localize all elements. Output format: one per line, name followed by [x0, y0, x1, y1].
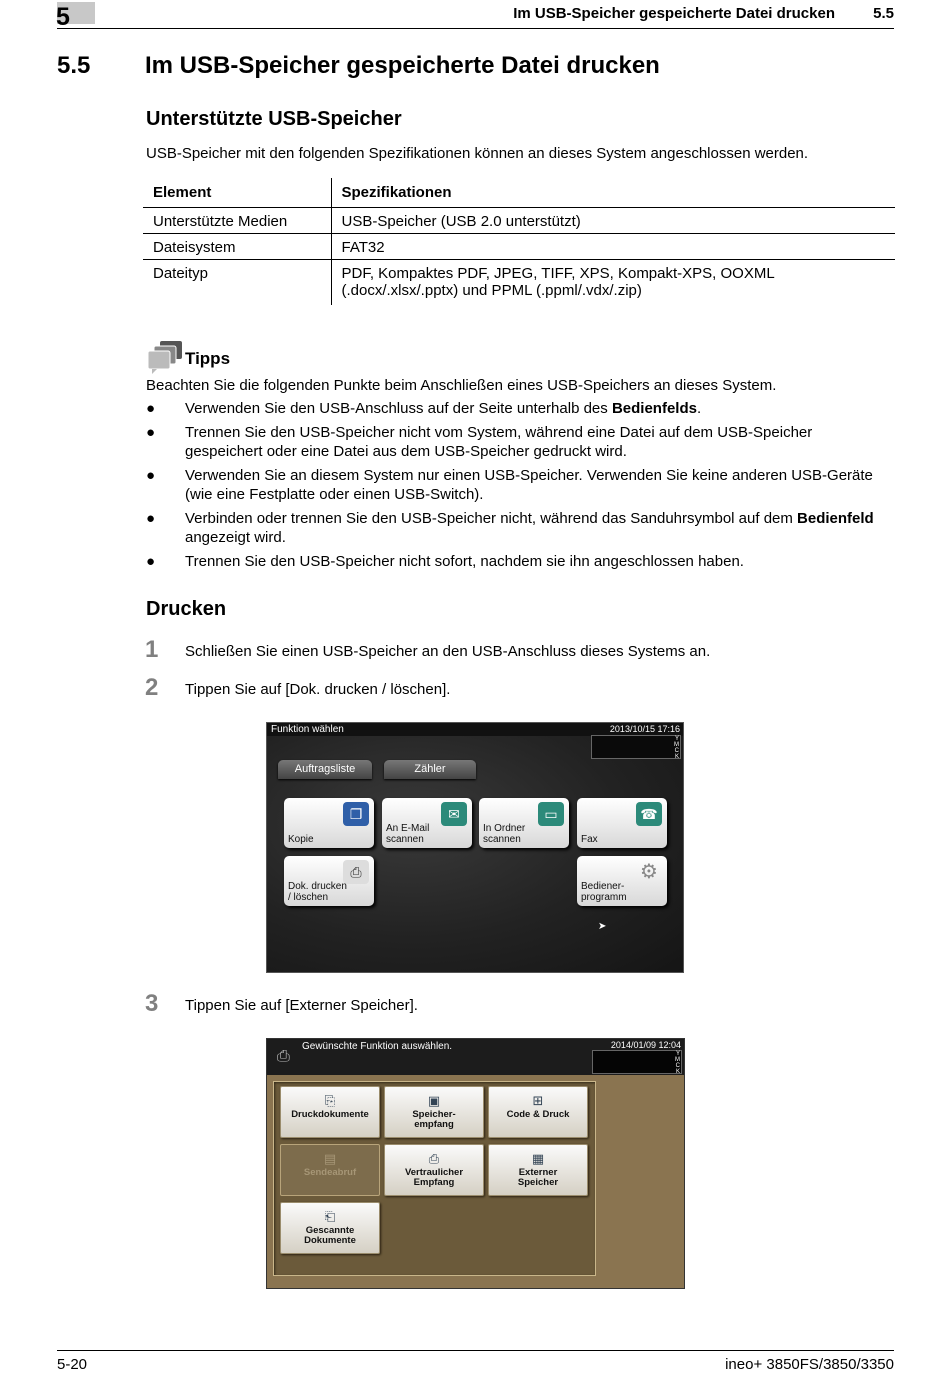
- tile-fax[interactable]: [577, 798, 667, 848]
- gescannte-dokumente-button[interactable]: [280, 1202, 380, 1254]
- table-cell: Unterstützte Medien: [143, 208, 331, 234]
- bullet-dot: ●: [146, 424, 156, 441]
- table-cell: [331, 260, 895, 306]
- button-label: Externer: [518, 1167, 558, 1178]
- bullet-text: Trennen Sie den USB-Speicher nicht sofort, nachdem sie ihn angeschlossen haben.: [185, 553, 744, 570]
- vertraulicher-empfang-button[interactable]: [384, 1144, 484, 1196]
- copy-icon: ❐: [343, 802, 369, 826]
- chapter-number: 5: [56, 3, 70, 31]
- print-heading: Drucken: [146, 598, 227, 620]
- screen-title: Gewünschte Funktion auswählen.: [302, 1041, 453, 1052]
- toner-c: C: [675, 1063, 680, 1069]
- step-text: Tippen Sie auf [Externer Speicher].: [185, 997, 418, 1014]
- screen-datetime: 2013/10/15 17:16: [609, 724, 680, 734]
- tile-label: An E-Mail scannen: [386, 823, 430, 845]
- bullet-text: Verbinden oder trennen Sie den USB-Speicher nicht, während das Sanduhrsymbol auf dem: [185, 510, 798, 527]
- button-label: Dokumente: [304, 1235, 356, 1246]
- header-rule: [57, 28, 894, 29]
- tile-email[interactable]: [382, 798, 472, 848]
- table-header-spec: Spezifikationen: [331, 178, 895, 208]
- speicherempfang-button[interactable]: [384, 1086, 484, 1138]
- printer-icon: ⎙: [343, 860, 369, 884]
- toner-k: K: [674, 754, 679, 760]
- screen-title: Funktion wählen: [271, 724, 344, 735]
- sendeabruf-button[interactable]: [280, 1144, 380, 1196]
- tile-ordner[interactable]: [479, 798, 569, 848]
- toner-y: Y: [675, 1051, 680, 1057]
- bullet-bold: Bedienfeld: [797, 510, 874, 527]
- tile-label: Fax: [581, 834, 598, 845]
- toner-m: M: [674, 742, 679, 748]
- tile-label: In Ordner scannen: [483, 823, 526, 845]
- box-icon: ⎙: [277, 1048, 290, 1065]
- button-label: Sendeabruf: [303, 1167, 357, 1178]
- product-name: ineo+ 3850FS/3850/3350: [725, 1356, 894, 1373]
- tile-label: Kopie: [288, 834, 314, 845]
- button-label: Vertraulicher: [404, 1167, 464, 1178]
- screen-datetime: 2014/01/09 12:04: [610, 1040, 681, 1050]
- tips-bullet: [146, 423, 895, 461]
- table-cell: Dateisystem: [143, 234, 331, 260]
- bullet-text: Trennen Sie den USB-Speicher nicht vom System, während eine Datei auf dem USB-Speicher: [185, 424, 813, 441]
- table-cell: FAT32: [331, 234, 895, 260]
- usb-memory-icon: ▦: [531, 1151, 545, 1166]
- supported-intro: USB-Speicher mit den folgenden Spezifikationen können an dieses System angeschlossen werden.: [146, 145, 809, 162]
- step-number: 1: [145, 636, 159, 663]
- tips-bullet: [146, 552, 895, 571]
- table-cell-line: PDF, Kompaktes PDF, JPEG, TIFF, XPS, Kompakt-XPS, OOXML: [341, 265, 775, 282]
- step-text: Schließen Sie einen USB-Speicher an den USB-Anschluss dieses Systems an.: [185, 643, 711, 660]
- tab-auftragsliste[interactable]: Auftragsliste: [278, 760, 372, 779]
- button-label: Empfang: [413, 1177, 455, 1188]
- supported-heading: Unterstützte USB-Speicher: [146, 108, 402, 130]
- tips-bullet: [146, 466, 895, 504]
- folder-icon: ▭: [538, 802, 564, 826]
- toner-labels: [675, 1051, 680, 1075]
- table-row: [143, 208, 895, 234]
- user-box-screen: [266, 1038, 685, 1289]
- bullet-dot: ●: [146, 400, 156, 417]
- section-number: 5.5: [57, 52, 91, 79]
- tile-kopie[interactable]: [284, 798, 374, 848]
- tips-intro: Beachten Sie die folgenden Punkte beim Anschließen eines USB-Speichers an dieses System.: [146, 377, 777, 394]
- bullet-text: (wie eine Festplatte oder einen USB-Switch).: [185, 486, 484, 503]
- bullet-bold: Bedienfelds: [611, 400, 697, 417]
- section-title: [57, 52, 660, 80]
- gear-icon: ⚙: [640, 861, 658, 883]
- tips-bullet: [146, 399, 895, 418]
- bullet-text: gespeichert oder eine Datei aus dem USB-Speicher gedruckt wird.: [185, 443, 627, 460]
- footer-rule: [57, 1350, 894, 1351]
- tile-label: Bediener- programm: [581, 881, 627, 903]
- page-number: 5-20: [57, 1356, 88, 1373]
- table-cell: Dateityp: [143, 260, 331, 306]
- button-label: Speicher: [517, 1177, 559, 1188]
- memory-receive-icon: ▣: [427, 1093, 441, 1108]
- button-label: Speicher-: [412, 1109, 456, 1120]
- table-row: [143, 234, 895, 260]
- tips-title: Tipps: [185, 349, 231, 368]
- toner-status: [591, 735, 681, 759]
- running-title: Im USB-Speicher gespeicherte Datei drucken: [513, 5, 835, 22]
- toner-y: Y: [674, 736, 679, 742]
- toner-c: C: [674, 748, 679, 754]
- running-section: 5.5: [873, 5, 894, 22]
- step-number: 3: [145, 990, 159, 1017]
- button-label: empfang: [414, 1119, 454, 1130]
- table-cell: USB-Speicher (USB 2.0 unterstützt): [331, 208, 895, 234]
- function-select-screen: [266, 722, 684, 973]
- code-print-icon: ⊞: [532, 1093, 544, 1108]
- code-druck-button[interactable]: [488, 1086, 588, 1138]
- button-label: Gescannte: [305, 1225, 355, 1236]
- toner-m: M: [675, 1057, 680, 1063]
- tile-label: Dok. drucken / löschen: [288, 881, 347, 903]
- toner-status: [592, 1050, 682, 1074]
- confidential-icon: ⎙: [428, 1151, 440, 1166]
- polling-icon: ▤: [323, 1151, 337, 1166]
- bullet-text: .: [696, 400, 702, 417]
- table-header-element: Element: [143, 178, 331, 208]
- fax-icon: ☎: [636, 802, 662, 826]
- scanned-doc-icon: ⎗: [324, 1209, 336, 1224]
- toner-k: K: [675, 1069, 680, 1075]
- button-label: Code & Druck: [506, 1109, 570, 1120]
- tile-bedienerprogramm[interactable]: [577, 856, 667, 906]
- bullet-text: Verwenden Sie den USB-Anschluss auf der Seite unterhalb des: [185, 400, 612, 417]
- tips-icon: [146, 340, 184, 374]
- print-doc-icon: ⎘: [324, 1093, 336, 1108]
- bullet-text: angezeigt wird.: [185, 529, 286, 546]
- email-icon: ✉: [441, 802, 467, 826]
- tips-bullet: [146, 509, 895, 547]
- tab-zaehler[interactable]: Zähler: [384, 760, 476, 779]
- table-row: [143, 260, 895, 306]
- step-number: 2: [145, 674, 159, 701]
- table-header-row: [143, 178, 895, 208]
- tile-dok-drucken[interactable]: [284, 856, 374, 906]
- spec-table: [143, 178, 895, 305]
- druckdokumente-button[interactable]: [280, 1086, 380, 1138]
- section-title-text: Im USB-Speicher gespeicherte Datei drucken: [145, 52, 660, 79]
- button-label: Druckdokumente: [291, 1109, 369, 1120]
- bullet-dot: ●: [146, 553, 156, 570]
- toner-labels: [674, 736, 679, 760]
- table-cell-line: (.docx/.xlsx/.pptx) und PPML (.ppml/.vdx/.zip): [341, 282, 642, 299]
- cursor-icon: ➤: [598, 921, 607, 932]
- bullet-text: Verwenden Sie an diesem System nur einen USB-Speicher. Verwenden Sie keine anderen USB-Geräte: [185, 467, 873, 484]
- bullet-dot: ●: [146, 467, 156, 484]
- step-text: Tippen Sie auf [Dok. drucken / löschen].: [185, 681, 451, 698]
- externer-speicher-button[interactable]: [488, 1144, 588, 1196]
- bullet-dot: ●: [146, 510, 156, 527]
